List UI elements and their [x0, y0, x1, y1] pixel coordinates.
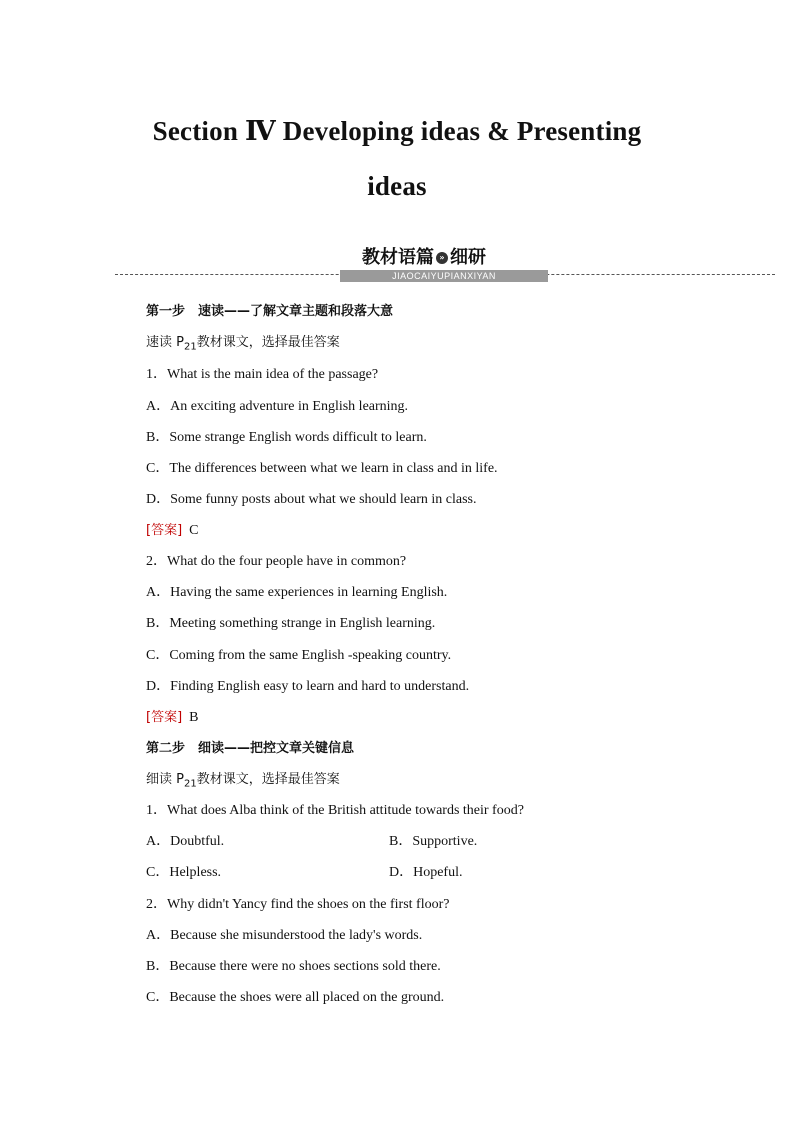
page-title-line2: ideas — [367, 171, 427, 201]
step2-heading: 第二步 细读——把控文章关键信息 — [146, 741, 355, 756]
option-a: A．Because she misunderstood the lady's words. — [146, 928, 423, 943]
answer-value: B — [189, 710, 199, 725]
instruction-sub: 21 — [183, 778, 197, 790]
option-d: D．Hopeful. — [389, 865, 463, 880]
question-stem: 1．What is the main idea of the passage? — [146, 367, 379, 382]
instruction-suffix: 教材课文，选择最佳答案 — [196, 772, 340, 787]
option-b: B．Some strange English words difficult to learn. — [146, 430, 427, 445]
answer-value: C — [189, 523, 199, 538]
instruction-prefix: 细读 P — [146, 772, 184, 787]
option-b: B．Because there were no shoes sections sold there. — [146, 959, 441, 974]
answer-label: [答案] — [146, 523, 183, 538]
step1-instruction — [146, 331, 340, 353]
banner-heading-right: 细研 — [450, 247, 486, 268]
question-stem: 2．Why didn't Yancy find the shoes on the first floor? — [146, 897, 450, 912]
option-c: C．Helpless. — [146, 865, 222, 880]
instruction-prefix: 速读 P — [146, 335, 184, 350]
option-a: A．Having the same experiences in learning English. — [146, 585, 448, 600]
step1-heading: 第一步 速读——了解文章主题和段落大意 — [146, 304, 394, 319]
option-b: B．Meeting something strange in English learning. — [146, 616, 436, 631]
step2-instruction — [146, 768, 340, 790]
instruction-sub: 21 — [183, 341, 197, 353]
option-d: D．Finding English easy to learn and hard to understand. — [146, 679, 470, 694]
option-d: D．Some funny posts about what we should learn in class. — [146, 492, 477, 507]
page-title-line1: Section Ⅳ Developing ideas & Presenting — [152, 116, 642, 146]
option-a: A．An exciting adventure in English learning. — [146, 399, 409, 414]
option-c: C．The differences between what we learn in class and in life. — [146, 461, 498, 476]
double-chevron-icon: » — [436, 252, 448, 264]
banner-heading — [362, 243, 486, 269]
option-a: A．Doubtful. — [146, 834, 225, 849]
banner-subtitle: JIAOCAIYUPIANXIYAN — [340, 270, 548, 282]
instruction-suffix: 教材课文，选择最佳答案 — [196, 335, 340, 350]
option-c: C．Coming from the same English -speaking country. — [146, 648, 452, 663]
answer-line — [146, 519, 199, 539]
option-b: B．Supportive. — [389, 834, 478, 849]
banner-heading-left: 教材语篇 — [362, 247, 434, 268]
answer-label: [答案] — [146, 710, 183, 725]
question-stem: 1．What does Alba think of the British attitude towards their food? — [146, 803, 524, 818]
answer-line — [146, 706, 199, 726]
question-stem: 2．What do the four people have in common? — [146, 554, 407, 569]
option-c: C．Because the shoes were all placed on the ground. — [146, 990, 445, 1005]
